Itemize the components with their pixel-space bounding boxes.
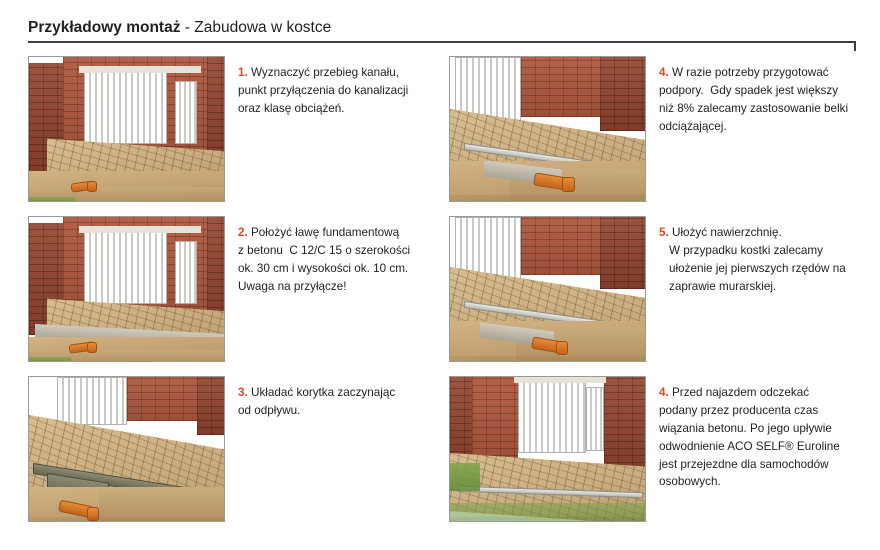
- step-5-image: [449, 216, 646, 362]
- step-3-line-1: Układać korytka zaczynając: [251, 386, 396, 399]
- step-6-image: [449, 376, 646, 522]
- step-4-line-1: W razie potrzeby przygotować: [672, 66, 829, 79]
- page-title-separator: -: [180, 19, 195, 36]
- step-4-image: [449, 56, 646, 202]
- step-3-image: [28, 376, 225, 522]
- step-1-text: [238, 64, 434, 118]
- step-5-text: [659, 224, 865, 296]
- step-1-line-2: punkt przyłączenia do kanalizacji: [238, 83, 409, 97]
- step-2-line-4: Uwaga na przyłącze!: [238, 279, 347, 293]
- step-5-line-3: ułożenie jej pierwszych rzędów na: [669, 261, 846, 275]
- step-4-line-4: odciążającej.: [659, 119, 727, 133]
- step-5-line-1: Ułożyć nawierzchnię.: [672, 226, 782, 239]
- step-6-line-1: Przed najazdem odczekać: [672, 386, 810, 399]
- step-6-line-5: jest przejezdne dla samochodów: [659, 457, 829, 471]
- step-1-image: [28, 56, 225, 202]
- step-1-line-1: Wyznaczyć przebieg kanału,: [251, 66, 400, 79]
- step-6-line-2: podany przez producenta czas: [659, 403, 819, 417]
- step-6-text: [659, 384, 869, 491]
- step-2-line-3: ok. 30 cm i wysokości ok. 10 cm.: [238, 261, 409, 275]
- step-5-line-4: zaprawie murarskiej.: [669, 279, 777, 293]
- step-4-line-3: niż 8% zalecamy zastosowanie belki: [659, 101, 849, 115]
- step-6-number: 4.: [659, 386, 669, 399]
- step-4-line-2: podpory. Gdy spadek jest większy: [659, 83, 839, 97]
- steps-grid: [0, 50, 880, 550]
- step-5-number: 5.: [659, 226, 669, 239]
- step-2-line-1: Położyć ławę fundamentową: [251, 226, 400, 239]
- step-3-number: 3.: [238, 386, 248, 399]
- page-title-strong: Przykładowy montaż: [28, 19, 181, 36]
- step-2-line-2: z betonu C 12/C 15 o szerokości: [238, 243, 411, 257]
- step-2-text: [238, 224, 438, 296]
- step-6-line-3: wiązania betonu. Po jego upływie: [659, 421, 832, 435]
- step-3-text: [238, 384, 438, 420]
- step-2-number: 2.: [238, 226, 248, 239]
- step-2-image: [28, 216, 225, 362]
- step-3-line-2: od odpływu.: [238, 403, 301, 417]
- step-1-number: 1.: [238, 66, 248, 79]
- step-5-line-2: W przypadku kostki zalecamy: [669, 243, 823, 257]
- step-6-line-4: odwodnienie ACO SELF® Euroline: [659, 439, 840, 453]
- step-1-line-3: oraz klasę obciążeń.: [238, 101, 345, 115]
- header-divider: [28, 41, 856, 43]
- step-4-text: [659, 64, 865, 136]
- step-4-number: 4.: [659, 66, 669, 79]
- step-6-line-6: osobowych.: [659, 475, 721, 489]
- page-title-light: Zabudowa w kostce: [194, 19, 332, 36]
